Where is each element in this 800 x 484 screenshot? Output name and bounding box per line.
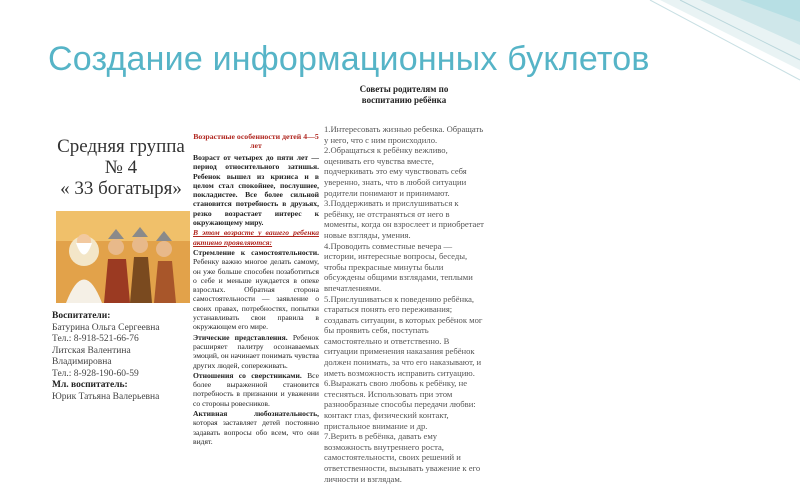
group-number: № 4 <box>104 157 138 178</box>
advice-item: 5.Прислушиваться к поведению ребёнка, стараться понять его переживания; создавать ситуации, в которых ребёнок мог бы проявить себя, поступать самостоятельно и ответственно. В ситуации применения наказания ребёнок должен понимать, за что его наказывают, и иметь возможность исправить ситуацию. <box>324 293 483 378</box>
parent-advice-panel <box>324 84 484 484</box>
age-features-panel <box>193 132 319 450</box>
teacher-phone: Тел.: 8-918-521-66-76 <box>52 334 139 344</box>
slide-title: Создание информационных буклетов <box>48 40 650 78</box>
advice-heading-line: Советы родителям по <box>359 84 449 94</box>
feature-title: Этические представления. <box>193 332 288 342</box>
advice-heading <box>324 84 484 106</box>
advice-list <box>324 124 484 484</box>
feature-title: Активная любознательность, <box>193 409 319 419</box>
age-features-intro: Возраст от четырех до пяти лет — период относительного затишья. Ребенок вышел из кризиса и в целом стал спокойнее, послушнее, покладистее. Все более сильной становится потребность в друзьях, резко возрастает интерес к окружающему миру. <box>193 153 319 228</box>
group-name-line: Средняя группа <box>57 136 185 157</box>
junior-teacher-label: Мл. воспитатель: <box>52 380 128 390</box>
age-features-red-line: В этом возрасте у вашего ребенка активно проявляются: <box>193 228 319 247</box>
teacher-name-continued: Владимировна <box>52 357 112 367</box>
feature-paragraph <box>193 409 319 446</box>
feature-paragraph <box>193 248 319 332</box>
teacher-name: Батурина Ольга Сергеевна <box>52 322 160 333</box>
advice-item: 4.Проводить совместные вечера — истории, интересные вопросы, беседы, чтобы прекрасные минуты были обсуждены общими взглядами, теплыми впечатлениями. <box>324 240 473 293</box>
teacher-name: Литская Валентина <box>52 345 131 356</box>
feature-paragraph <box>193 371 319 408</box>
feature-paragraph <box>193 333 319 370</box>
feature-text: Ребенок расширяет палитру осознаваемых эмоций, он начинает понимать чувства других людей, сопереживать. <box>193 332 319 370</box>
bogatyrs-illustration <box>56 211 190 303</box>
teacher-phone: Тел.: 8-928-190-60-59 <box>52 368 139 379</box>
age-features-heading: Возрастные особенности детей 4—5 лет <box>193 132 319 150</box>
advice-item: 3.Поддерживать и прислушиваться к ребёнку, не отстраняться от него в моменты, когда он взрослеет и приобретает новые взгляды, умения. <box>324 198 484 240</box>
junior-teacher-name: Юрик Татьяна Валерьевна <box>52 391 160 402</box>
contacts-block <box>52 311 192 403</box>
feature-title: Стремление к самостоятельности. <box>193 247 319 257</box>
feature-text: которая заставляет детей постоянно задавать вопросы обо всем, что они видят. <box>193 418 319 446</box>
advice-item: 7.Верить в ребёнка, давать ему возможность внутреннего роста, самостоятельности, своих решений и ответственности, вызывать уважение к его личности и взглядам. <box>324 431 481 484</box>
feature-text: Ребенку важно многое делать самому, он уже больше способен позаботиться о себе и меньше нуждается в опеке взрослых. Обратная сторона самостоятельности — заявление о своих правах, потребностях, попытки устанавливать свои правила в окружающем его мире. <box>193 257 319 332</box>
teachers-label: Воспитатели: <box>52 311 111 321</box>
booklet-cover-panel <box>52 136 190 436</box>
advice-item: 1.Интересовать жизнью ребенка. Обращать у него, что с ним происходило. 2.Обращаться к ребёнку вежливо, оценивать его чувства вместе, подчеркивать это ему чувствовать себя уверенно, знать, что в любой ситуации родители понимают и принимают. <box>324 124 484 198</box>
feature-title: Отношения со сверстниками. <box>193 370 302 380</box>
advice-item: 6.Выражать свою любовь к ребёнку, не стесняться. Использовать при этом разнообразные способы передачи любви: контакт глаз, физический контакт, пристальное внимание и др. <box>324 378 476 431</box>
group-name <box>52 136 190 199</box>
advice-heading-line: воспитанию ребёнка <box>361 95 447 105</box>
group-title: « 33 богатыря» <box>60 178 182 199</box>
feature-text: Все более выраженной становится потребность в признании и уважении со стороны ровесников. <box>193 370 319 408</box>
